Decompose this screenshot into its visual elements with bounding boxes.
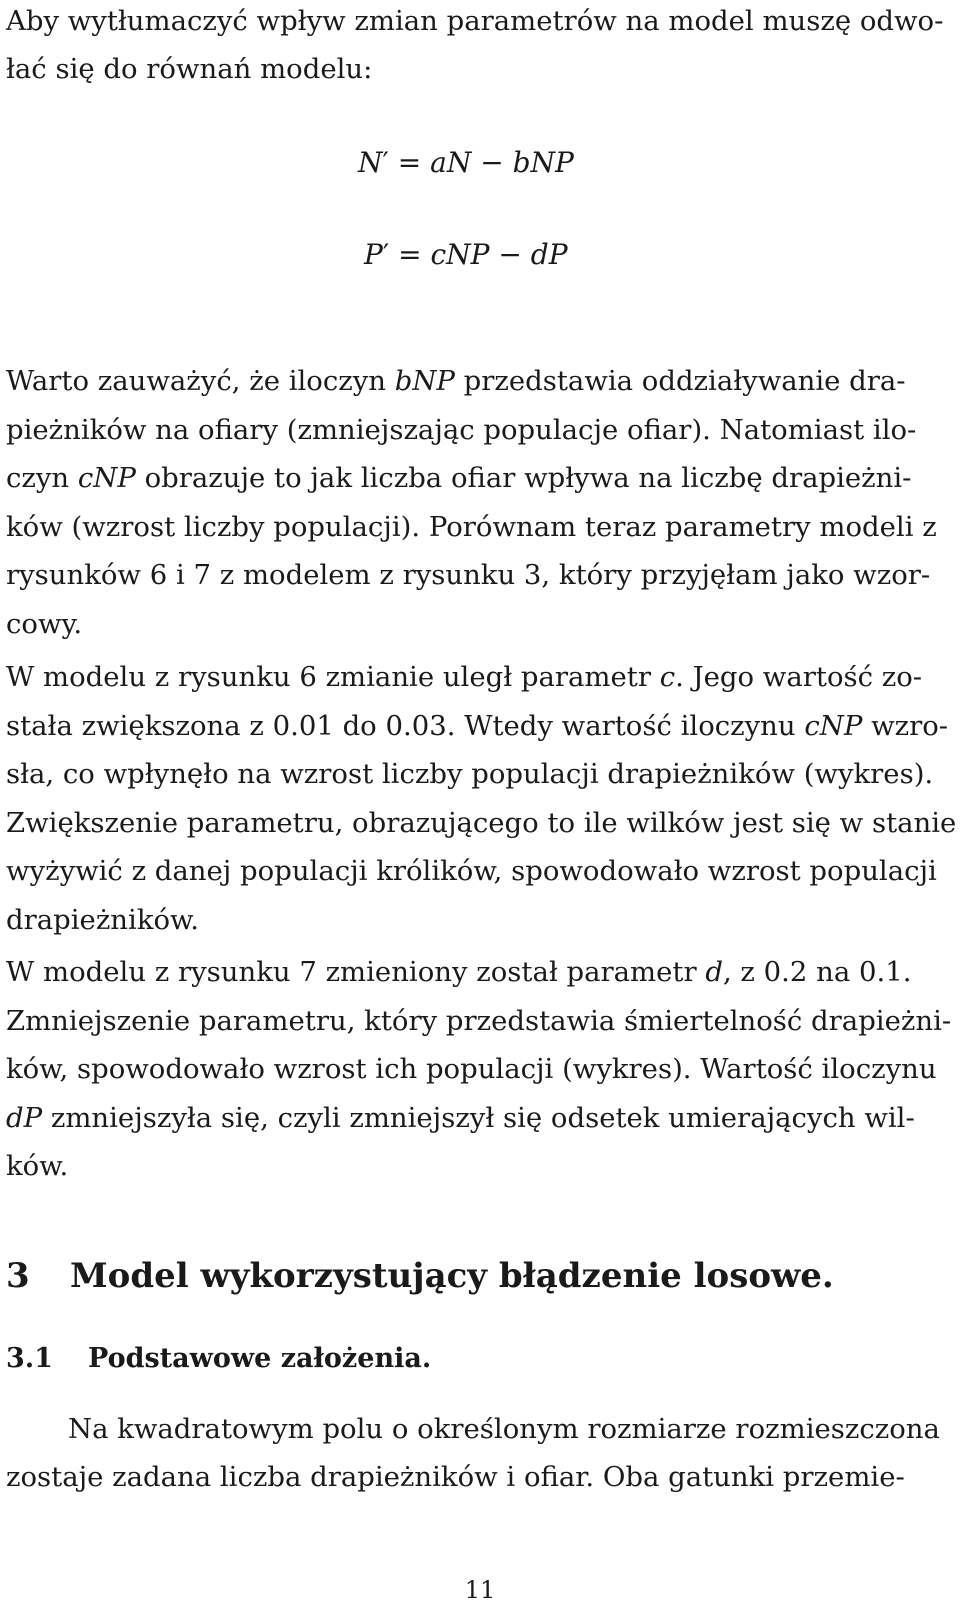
text: zmniejszyła się, czyli zmniejszył się odsetek umierających wil- [42,1101,915,1134]
text: stała zwiększona z 0.01 do 0.03. Wtedy wartość iloczynu [6,709,805,742]
p1-line-2 [6,413,916,447]
p2-line-3 [6,757,933,791]
page-number: 11 [464,1576,496,1604]
p1-line-1 [6,364,906,398]
text: Warto zauważyć, że iloczyn [6,365,395,397]
text: W modelu z rysunku 6 zmianie uległ parametr [6,661,660,693]
inline-math: cNP [77,462,136,495]
text: pieżników na ofiary (zmniejszając populacje ofiar). Natomiast ilo- [6,413,917,446]
text: Zwiększenie parametru, obrazującego to ile wilków jest się w stanie [6,806,957,839]
inline-math: c [659,661,676,693]
subsection-title: Podstawowe założenia. [88,1343,432,1374]
p2-line-2 [6,709,948,743]
section-heading [6,1256,834,1296]
p1-line-3 [6,461,911,495]
text: . Jego wartość zo- [675,661,923,693]
inline-math: dP [6,1101,43,1134]
p3-line-1 [6,955,911,989]
text: obrazuje to jak liczba ofiar wpływa na liczbę drapieżni- [135,462,912,495]
p1-line-6 [6,607,82,641]
section-number: 3 [6,1256,30,1296]
equation-prey: N′ = aN − bNP [358,146,574,179]
text: drapieżników. [6,904,200,936]
text: cowy. [6,608,83,640]
p3-line-3 [6,1052,937,1086]
p3-line-5 [6,1149,68,1183]
paragraph-4-line-1: Na kwadratowym polu o określonym rozmiarze rozmieszczona [68,1413,940,1445]
p2-line-6 [6,903,199,937]
intro-line-1: Aby wytłumaczyć wpływ zmian parametrów na model muszę odwo- [6,5,944,37]
text: wzro- [862,709,949,742]
text: ków, spowodowało wzrost ich populacji (wykres). Wartość iloczynu [6,1053,937,1086]
p1-line-5 [6,558,930,592]
text: W modelu z rysunku 7 zmieniony został parametr [6,956,706,988]
text: wyżywić z danej populacji królików, spowodowało wzrost populacji [6,855,937,888]
p2-line-1 [6,660,922,694]
p3-line-2 [6,1004,951,1038]
subsection-heading [6,1342,431,1376]
subsection-number: 3.1 [6,1343,53,1374]
text: czyn [6,462,78,495]
paragraph-4-line-2: zostaje zadana liczba drapieżników i ofiar. Oba gatunki przemie- [6,1461,905,1493]
text: przedstawia oddziaływanie dra- [454,365,906,397]
equation-predator: P′ = cNP − dP [364,238,568,271]
text: ków (wzrost liczby populacji). Porównam teraz parametry modeli z [6,510,937,543]
inline-math: bNP [394,365,455,397]
text: rysunków 6 i 7 z modelem z rysunku 3, który przyjęłam jako wzor- [6,559,931,592]
intro-line-2: łać się do równań modelu: [6,53,373,85]
text: ków. [6,1150,69,1183]
p2-line-4 [6,806,956,840]
inline-math: d [705,956,723,988]
text: sła, co wpłynęło na wzrost liczby populacji drapieżników (wykres). [6,758,934,791]
text: Zmniejszenie parametru, który przedstawia śmiertelność drapieżni- [6,1004,952,1037]
inline-math: cNP [804,709,863,742]
p2-line-5 [6,854,937,888]
p1-line-4 [6,510,937,544]
text: , z 0.2 na 0.1. [722,956,912,988]
section-title: Model wykorzystujący błądzenie losowe. [70,1256,834,1296]
p3-line-4 [6,1101,915,1135]
